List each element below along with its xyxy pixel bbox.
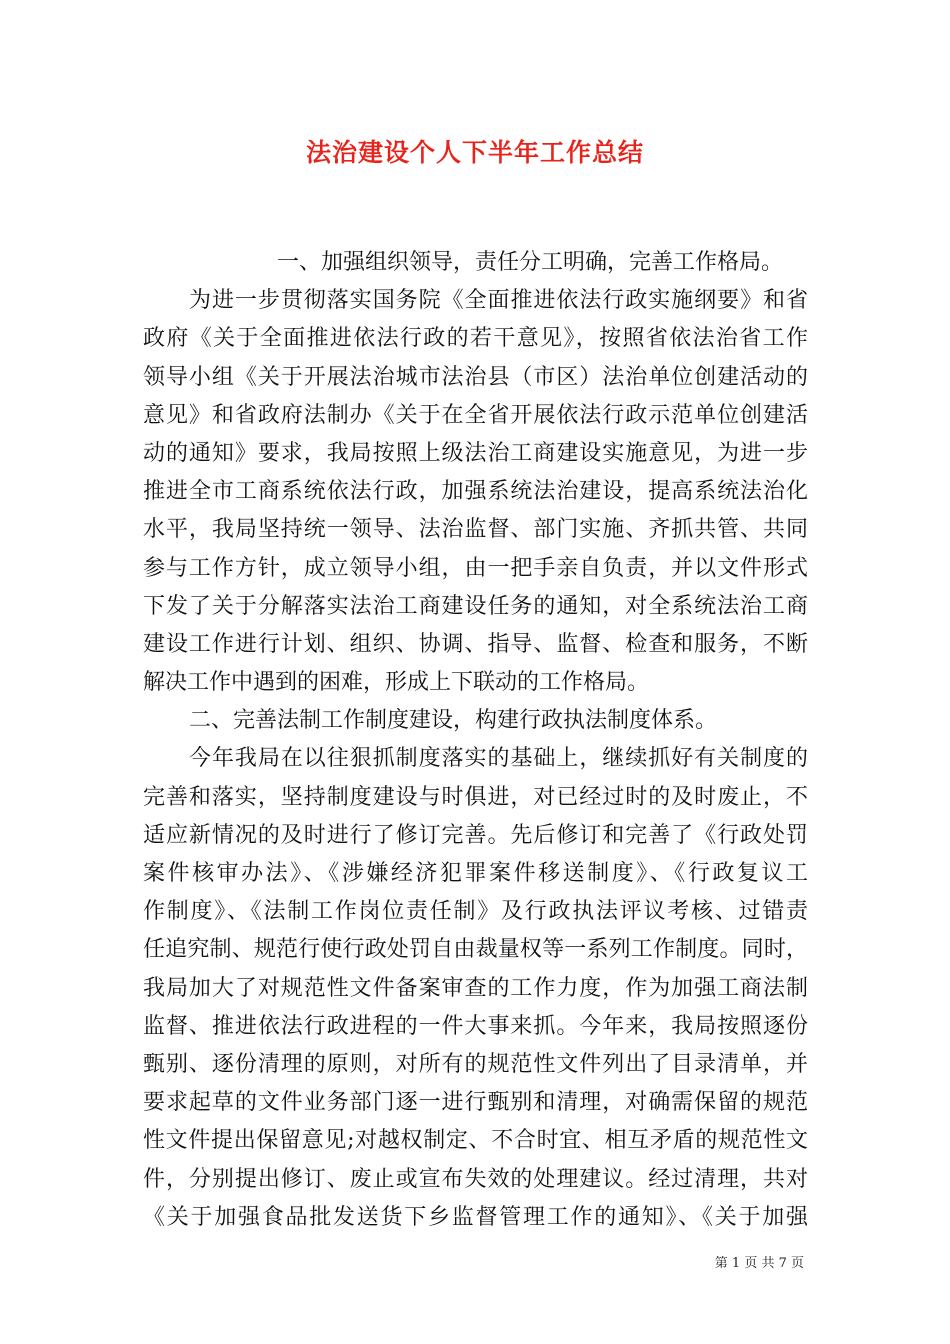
paragraph-line: 案件核审办法》、《涉嫌经济犯罪案件移送制度》、《行政复议工 (143, 861, 808, 886)
paragraph-line: 监督、推进依法行政进程的一件大事来抓。今年来，我局按照逐份 (143, 1013, 808, 1039)
paragraph-line: 参与工作方针，成立领导小组，由一把手亲自负责，并以文件形式 (143, 555, 808, 581)
paragraph-line: 任追究制、规范行使行政处罚自由裁量权等一系列工作制度。同时， (143, 937, 808, 963)
paragraph-line: 《关于加强食品批发送货下乡监督管理工作的通知》、《关于加强 (143, 1204, 808, 1230)
paragraph-line: 意见》和省政府法制办《关于在全省开展依法行政示范单位创建活 (143, 402, 808, 428)
paragraph-line: 下发了关于分解落实法治工商建设任务的通知，对全系统法治工商 (143, 593, 808, 619)
paragraph-line: 水平，我局坚持统一领导、法治监督、部门实施、齐抓共管、共同 (143, 517, 808, 543)
paragraph-line: 件，分别提出修订、废止或宣布失效的处理建议。经过清理，共对 (143, 1166, 808, 1192)
paragraph-line: 适应新情况的及时进行了修订完善。先后修订和完善了《行政处罚 (143, 822, 808, 848)
paragraph-line: 为进一步贯彻落实国务院《全面推进依法行政实施纲要》和省 (189, 288, 808, 314)
paragraph-line: 甄别、逐份清理的原则，对所有的规范性文件列出了目录清单，并 (143, 1051, 808, 1077)
paragraph-line: 政府《关于全面推进依法行政的若干意见》，按照省依法治省工作 (143, 326, 808, 352)
section-heading: 一、加强组织领导，责任分工明确，完善工作格局。 (277, 250, 784, 275)
paragraph-line: 建设工作进行计划、组织、协调、指导、监督、检查和服务，不断 (143, 631, 808, 657)
paragraph-line: 性文件提出保留意见;对越权制定、不合时宜、相互矛盾的规范性文 (143, 1128, 808, 1154)
paragraph-line: 今年我局在以往狠抓制度落实的基础上，继续抓好有关制度的 (189, 746, 808, 772)
paragraph-line: 完善和落实，坚持制度建设与时俱进，对已经过时的及时废止，不 (143, 784, 808, 810)
paragraph-line: 推进全市工商系统依法行政，加强系统法治建设，提高系统法治化 (143, 479, 808, 505)
section-heading: 二、完善法制工作制度建设，构建行政执法制度体系。 (189, 708, 718, 734)
document-body (143, 244, 808, 1237)
page-number: 第 1 页 共 7 页 (714, 1256, 804, 1271)
paragraph-line: 动的通知》要求，我局按照上级法治工商建设实施意见，为进一步 (143, 440, 808, 466)
paragraph-line: 解决工作中遇到的困难，形成上下联动的工作格局。 (143, 670, 650, 696)
document-title: 法治建设个人下半年工作总结 (305, 138, 644, 167)
paragraph-line: 要求起草的文件业务部门逐一进行甄别和清理，对确需保留的规范 (143, 1090, 808, 1116)
paragraph-line: 我局加大了对规范性文件备案审查的工作力度，作为加强工商法制 (143, 975, 808, 1001)
paragraph-line: 领导小组《关于开展法治城市法治县（市区）法治单位创建活动的 (143, 364, 808, 390)
paragraph-line: 作制度》、《法制工作岗位责任制》及行政执法评议考核、过错责 (143, 899, 808, 925)
